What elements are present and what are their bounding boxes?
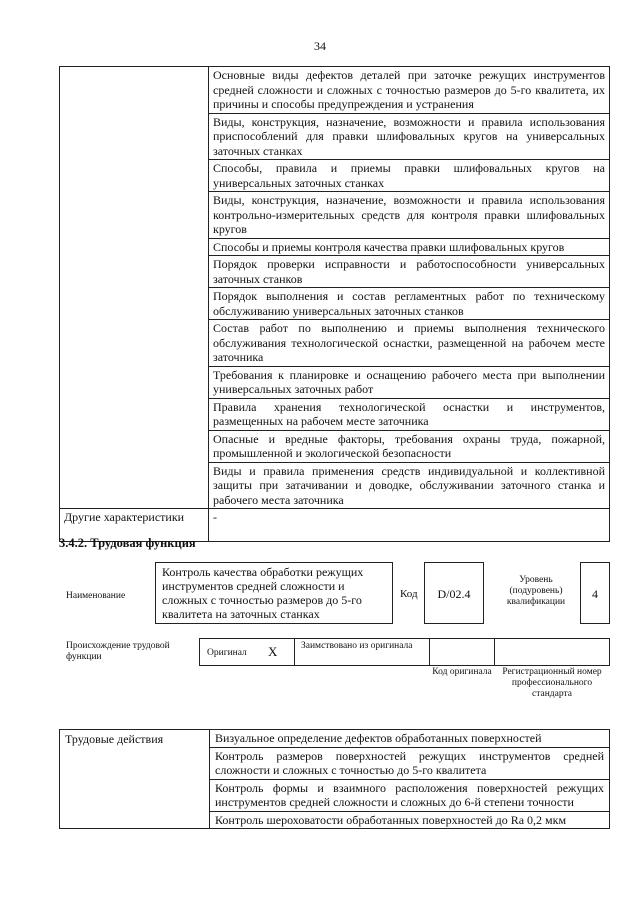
code-label: Код — [400, 588, 418, 600]
section-heading: 3.4.2. Трудовая функция — [59, 536, 196, 550]
code-caption: Код оригинала — [432, 667, 492, 677]
reg-caption: Регистрационный номер профессионального стандарта — [502, 667, 602, 699]
original-box — [199, 638, 295, 666]
knowledge-item: Требования к планировке и оснащению рабочего места при выполнении универсальных заточных работ — [209, 366, 610, 398]
knowledge-item: Порядок проверки исправности и работоспособности универсальных заточных станков — [209, 256, 610, 288]
origin-code-box — [429, 638, 495, 666]
knowledge-label-cell — [60, 67, 209, 509]
knowledge-item: Виды, конструкция, назначение, возможности и правила использования контрольно-измерительных средств для контроля правки шлифовальных кругов — [209, 192, 610, 239]
level-label: Уровень (подуровень) квалификации — [506, 575, 566, 607]
function-name-value: Контроль качества обработки режущих инструментов средней сложности и сложных с точностью размеров до 5-го квалитета на заточных станках — [162, 565, 364, 621]
reg-number-box — [494, 638, 610, 666]
knowledge-item: Виды и правила применения средств индивидуальной и коллективной защиты при затачивании и доводке, обслуживании заточного станка и рабочего места заточника — [209, 462, 610, 509]
name-label: Наименование — [66, 591, 126, 601]
other-label: Другие характеристики — [60, 509, 209, 542]
code-value-box — [424, 562, 484, 624]
level-value-box — [580, 562, 610, 624]
knowledge-item: Состав работ по выполнению и приемы выполнения технического обслуживания технологической оснастки, размещенной на рабочем месте заточника — [209, 320, 610, 367]
original-mark: X — [268, 644, 278, 659]
other-value: - — [209, 509, 610, 542]
function-name-box — [155, 562, 393, 624]
knowledge-row — [60, 67, 610, 114]
page-number: 34 — [314, 39, 326, 53]
knowledge-item: Виды, конструкция, назначение, возможности и правила использования приспособлений для правки шлифовальных кругов на универсальных заточных станках — [209, 113, 610, 160]
knowledge-item: Основные виды дефектов деталей при заточке режущих инструментов средней сложности и сложных с точностью размеров до 5-го квалитета, их причины и способы предупреждения и устранения — [209, 67, 610, 114]
level-value: 4 — [592, 587, 598, 601]
knowledge-table — [59, 66, 610, 542]
action-item: Контроль формы и взаимного расположения поверхностей режущих инструментов средней сложности и сложных до 6-й степени точности — [210, 779, 610, 811]
knowledge-item: Опасные и вредные факторы, требования охраны труда, пожарной, промышленной и экологической безопасности — [209, 430, 610, 462]
actions-table — [59, 729, 610, 829]
original-label: Оригинал — [207, 648, 247, 658]
code-value: D/02.4 — [437, 587, 471, 601]
action-item: Визуальное определение дефектов обработанных поверхностей — [210, 730, 610, 748]
knowledge-item: Способы и приемы контроля качества правки шлифовальных кругов — [209, 238, 610, 256]
borrowed-box — [294, 638, 430, 666]
knowledge-item: Порядок выполнения и состав регламентных работ по техническому обслуживанию универсальных заточных станков — [209, 288, 610, 320]
knowledge-item: Правила хранения технологической оснастки и инструментов, размещенных на рабочем месте заточника — [209, 398, 610, 430]
actions-label: Трудовые действия — [60, 730, 210, 829]
action-row — [60, 730, 610, 748]
borrowed-label: Заимствовано из оригинала — [301, 641, 413, 651]
action-item: Контроль размеров поверхностей режущих инструментов средней сложности и сложных с точностью до 5-го квалитета — [210, 747, 610, 779]
action-item: Контроль шероховатости обработанных поверхностей до Ra 0,2 мкм — [210, 811, 610, 829]
origin-label: Происхождение трудовой функции — [66, 641, 170, 662]
knowledge-item: Способы, правила и приемы правки шлифовальных кругов на универсальных заточных станках — [209, 160, 610, 192]
